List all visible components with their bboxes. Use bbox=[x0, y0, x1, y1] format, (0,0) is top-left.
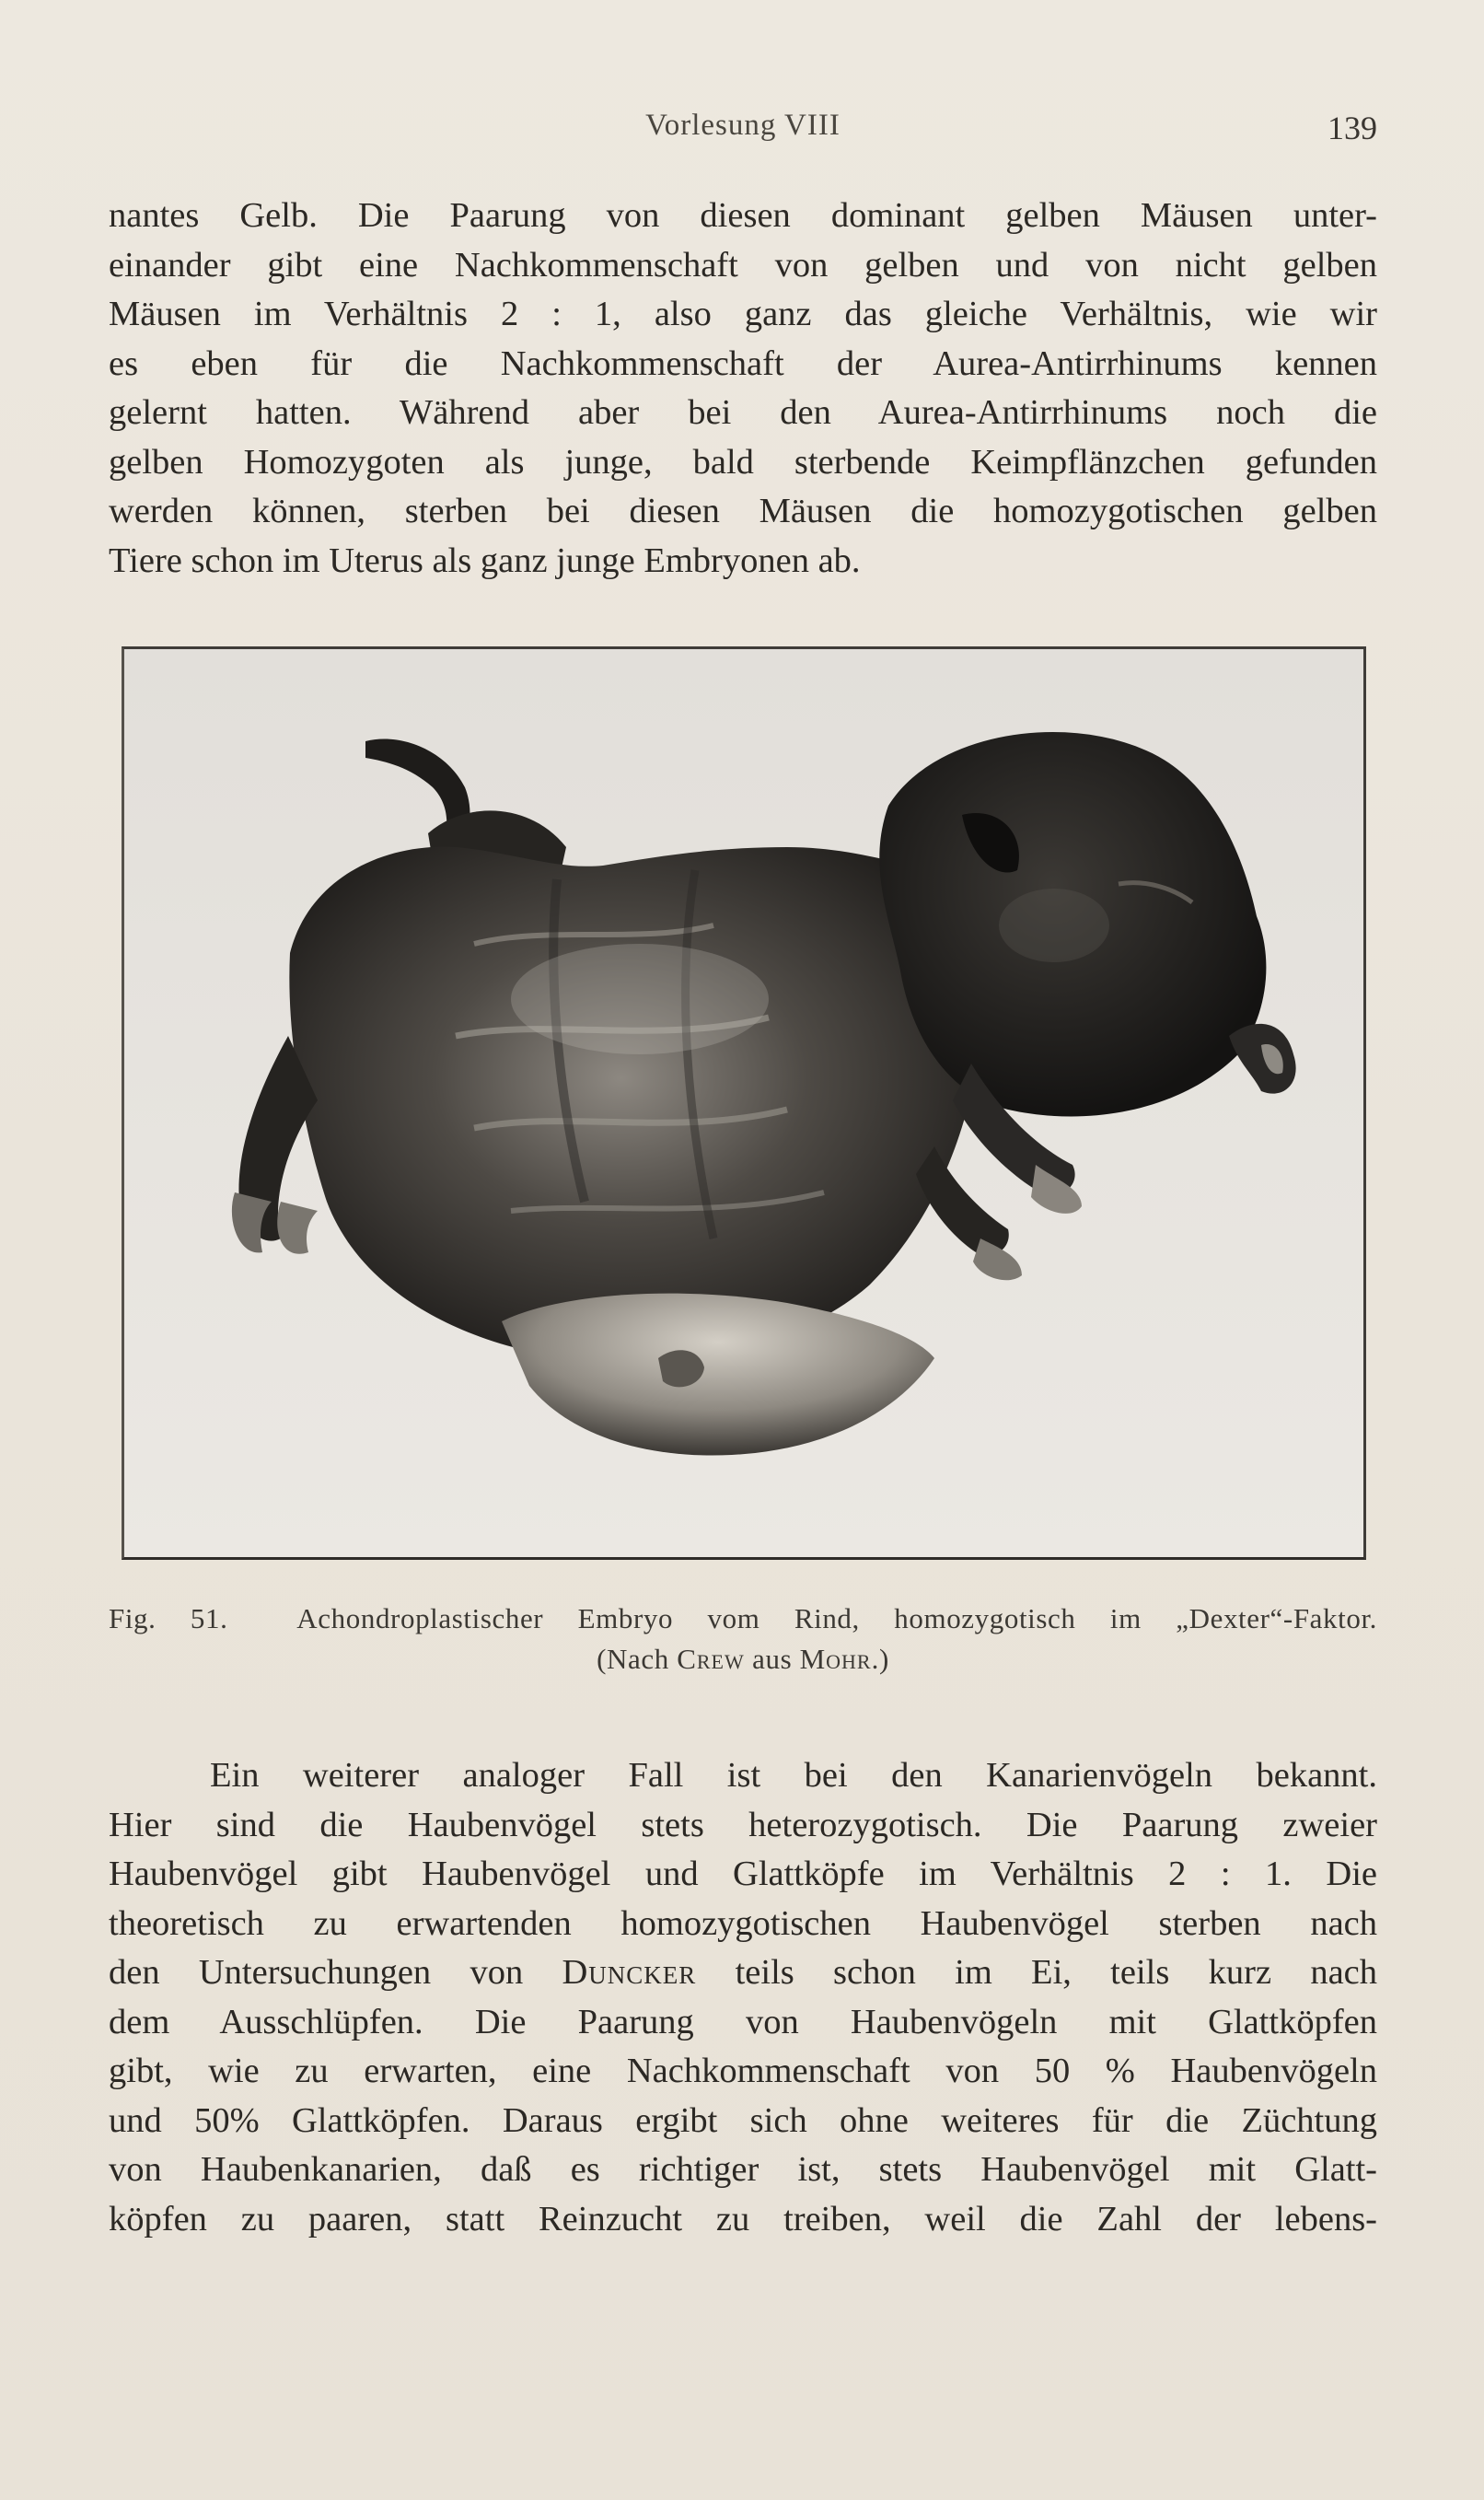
caption-line-2 bbox=[109, 1639, 1377, 1680]
text-line: dem Ausschlüpfen. Die Paarung von Haubenvögeln mit Glattköpfen bbox=[109, 2002, 1377, 2041]
caption-line-1 bbox=[109, 1599, 1377, 1639]
figure-photograph bbox=[122, 646, 1366, 1560]
text-line bbox=[109, 1948, 1377, 1998]
text-line: gibt, wie zu erwarten, eine Nachkommenschaft von 50 % Haubenvögeln bbox=[109, 2052, 1377, 2090]
text-line: nantes Gelb. Die Paarung von diesen dominant gelben Mäusen unter- bbox=[109, 196, 1377, 235]
text-line: und 50% Glattköpfen. Daraus ergibt sich ohne weiteres für die Züchtung bbox=[109, 2100, 1377, 2140]
caption-source-suffix: .) bbox=[871, 1643, 889, 1675]
caption-label: Fig. 51. bbox=[109, 1602, 228, 1634]
text-line: Haubenvögel gibt Haubenvögel und Glattköpfe im Verhältnis 2 : 1. Die bbox=[109, 1855, 1377, 1893]
text-segment: den Untersuchungen von bbox=[109, 1953, 524, 1992]
text-line: gelernt hatten. Während aber bei den Aurea-Antirrhinums noch die bbox=[109, 393, 1377, 432]
caption-source-prefix: (Nach bbox=[597, 1643, 669, 1675]
text-line: von Haubenkanarien, daß es richtiger ist, stets Haubenvögel mit Glatt- bbox=[109, 2150, 1377, 2189]
text-line: köpfen zu paaren, statt Reinzucht zu treiben, weil die Zahl der lebens- bbox=[109, 2199, 1377, 2238]
paragraph-canaries bbox=[109, 1751, 1377, 2244]
text-line: Ein weiterer analoger Fall ist bei den Kanarienvögeln bekannt. bbox=[210, 1756, 1377, 1795]
text-segment: teils schon im Ei, teils kurz nach bbox=[735, 1953, 1377, 1992]
text-line: einander gibt eine Nachkommenschaft von gelben und von nicht gelben bbox=[109, 245, 1377, 285]
text-line: es eben für die Nachkommenschaft der Aurea-Antirrhinums kennen bbox=[109, 343, 1377, 383]
page-number: 139 bbox=[1327, 110, 1377, 146]
caption-author-crew: Crew bbox=[677, 1643, 745, 1675]
caption-between: aus bbox=[752, 1643, 793, 1675]
text-line: gelben Homozygoten als junge, bald sterbende Keimpflänzchen gefunden bbox=[109, 442, 1377, 482]
caption-text: Achondroplastischer Embryo vom Rind, homozygotisch im „Dexter“-Faktor. bbox=[296, 1602, 1378, 1634]
embryo-photo bbox=[124, 649, 1363, 1557]
author-duncker: Duncker bbox=[562, 1953, 697, 1992]
figure-caption bbox=[109, 1599, 1377, 1680]
text-line: Mäusen im Verhältnis 2 : 1, also ganz das gleiche Verhältnis, wie wir bbox=[109, 295, 1377, 333]
text-line: Tiere schon im Uterus als ganz junge Embryonen ab. bbox=[109, 541, 861, 580]
running-head bbox=[109, 109, 1377, 155]
text-line: werden können, sterben bei diesen Mäusen die homozygotischen gelben bbox=[109, 492, 1377, 530]
text-line: Hier sind die Haubenvögel stets heterozygotisch. Die Paarung zweier bbox=[109, 1805, 1377, 1844]
text-line: theoretisch zu erwartenden homozygotischen Haubenvögel sterben nach bbox=[109, 1903, 1377, 1943]
caption-author-mohr: Mohr bbox=[799, 1643, 872, 1675]
running-title: Vorlesung VIII bbox=[645, 109, 841, 142]
paragraph-continuation bbox=[109, 192, 1377, 586]
